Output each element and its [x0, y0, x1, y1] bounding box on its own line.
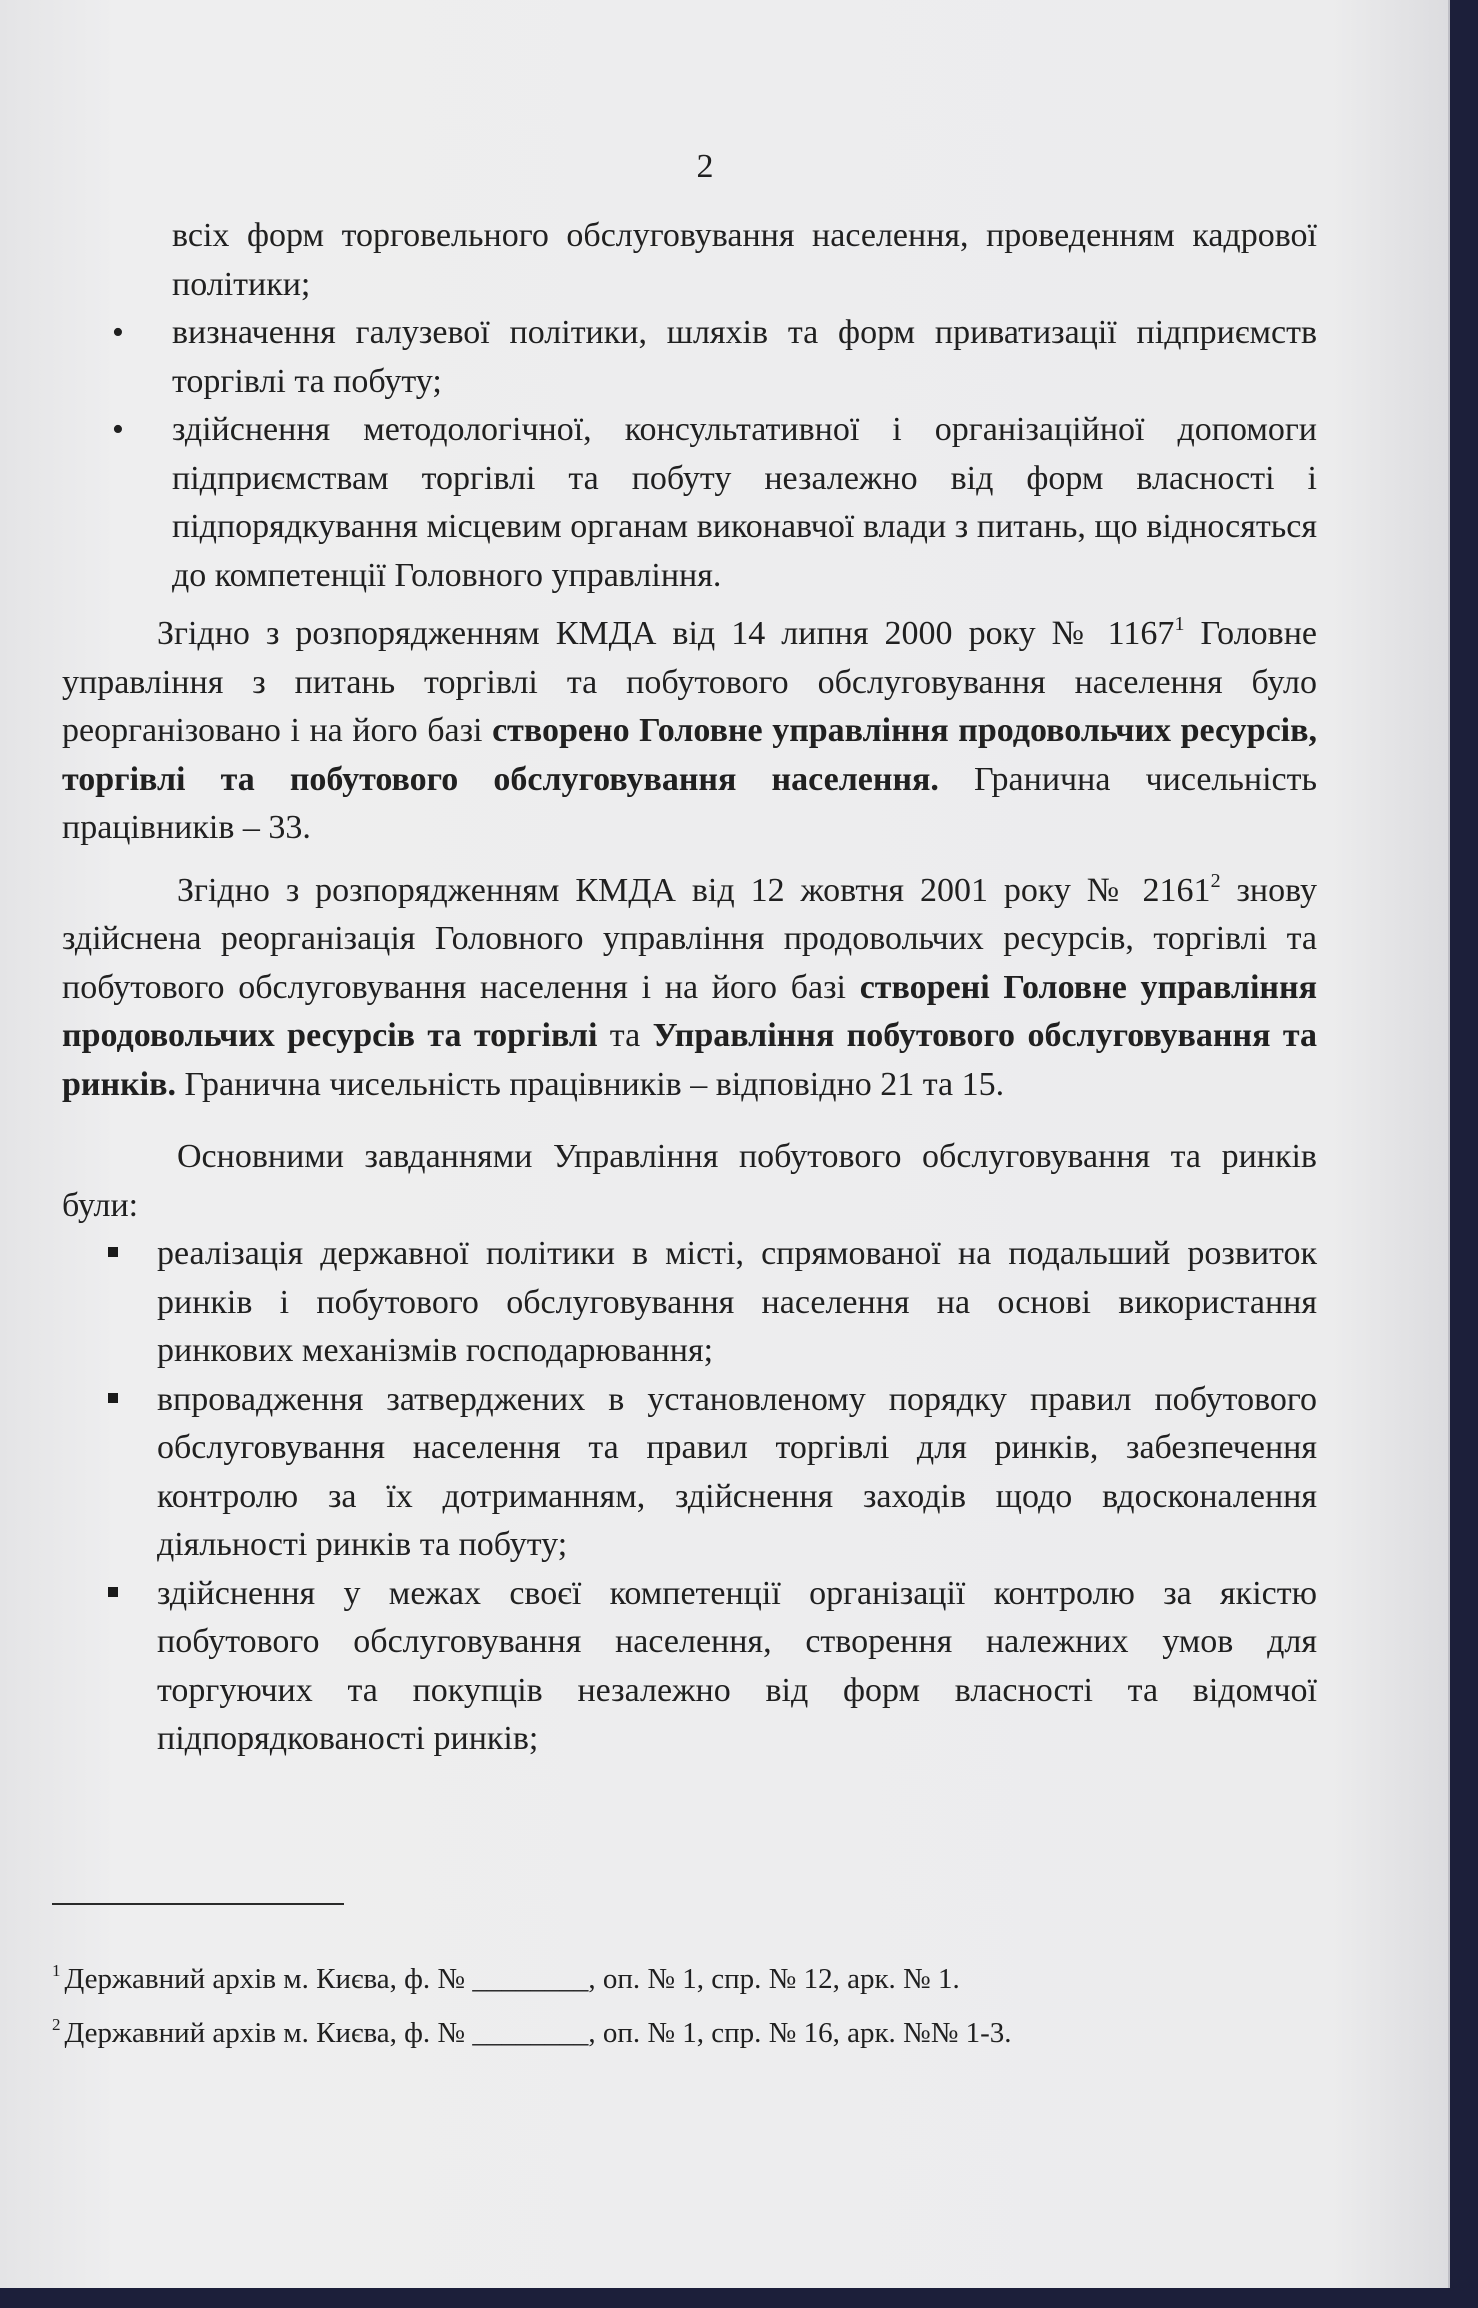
- page-number: 2: [696, 148, 714, 185]
- list-item-text: реалізація державної політики в місті, спрямованої на подальший розвиток ринків і побутового обслуговування населення на основі використання ринкових механізмів господарювання;: [157, 1235, 1317, 1369]
- list-item-text: здійснення у межах своєї компетенції організації контролю за якістю побутового обслуговування населення, створення належних умов для торгуючих та покупців незалежно від форм власності та відомчої підпорядкованості ринків;: [157, 1574, 1317, 1757]
- list-item-continuation: всіх форм торговельного обслуговування населення, проведенням кадрової політики;: [172, 217, 1317, 303]
- paragraph-text: Гранична чисельність працівників – відповідно 21 та 15.: [176, 1065, 1005, 1103]
- footnote-text: Державний архів м. Києва, ф. № ________, оп. № 1, спр. № 12, арк. № 1.: [64, 1963, 960, 1995]
- bullet-list-1: [62, 309, 1317, 600]
- bullet-icon: •: [112, 411, 124, 448]
- footnotes: [52, 1948, 1352, 2056]
- bullet-icon: •: [112, 314, 124, 351]
- bold-text: створено Головне управління продовольчих ресурсів, торгівлі та побутового обслуговування населення.: [62, 712, 1317, 798]
- list-item-text: впровадження затверджених в установленому порядку правил побутового обслуговування населення та правил торгівлі для ринків, забезпечення контролю за їх дотриманням, здійснення заходів щодо вдосконалення діяльності ринків та побуту;: [157, 1380, 1317, 1563]
- list-item: [62, 1230, 1317, 1376]
- square-bullet-icon: [108, 1247, 118, 1257]
- square-bullet-icon: [108, 1587, 118, 1597]
- bullet-list-2: [62, 1230, 1317, 1764]
- bold-text: створені Головне управління продовольчих ресурсів та торгівлі: [62, 968, 1317, 1054]
- list-item: [62, 1376, 1317, 1570]
- paragraph-2: [62, 857, 1317, 1110]
- footnote-ref: 2: [1210, 869, 1221, 892]
- paragraph-text: та: [597, 1017, 653, 1054]
- list-item-text: визначення галузевої політики, шляхів та форм приватизації підприємств торгівлі та побуту;: [172, 314, 1317, 400]
- paragraph-1: [62, 600, 1317, 853]
- paragraph-text: Головне управління з питань торгівлі та побутового обслуговування населення було реорганізовано і на його базі: [62, 615, 1318, 749]
- footnote: [52, 2002, 1352, 2056]
- paragraph-text: Згідно з розпорядженням КМДА від 12 жовтня 2001 року № 2161: [177, 871, 1211, 909]
- footnote-divider: [52, 1903, 344, 1905]
- footnote-ref: 1: [1174, 613, 1185, 635]
- footnote-number: 1: [52, 1961, 61, 1980]
- paragraph-text: знову здійснена реорганізація Головного управління продовольчих ресурсів, торгівлі та побутового обслуговування населення і на його базі: [62, 871, 1317, 1006]
- list-item: [62, 406, 1317, 600]
- footnote-text: Державний архів м. Києва, ф. № ________, оп. № 1, спр. № 16, арк. №№ 1-3.: [64, 2017, 1012, 2049]
- bold-text: Управління побутового обслуговування та ринків.: [62, 1017, 1318, 1103]
- square-bullet-icon: [108, 1393, 118, 1403]
- list-item: [62, 1570, 1317, 1764]
- list-item-text: здійснення методологічної, консультативної і організаційної допомоги підприємствам торгівлі та побуту незалежно від форм власності і підпорядкування місцевим органам виконавчої влади з питань, що відносяться до компетенції Головного управління.: [172, 411, 1317, 594]
- list-item: [62, 309, 1317, 406]
- paragraph-text: Гранична чисельність працівників – 33.: [62, 760, 1317, 846]
- paragraph-3: Основними завданнями Управління побутового обслуговування та ринків були:: [62, 1138, 1317, 1224]
- paragraph-text: Згідно з розпорядженням КМДА від 14 липня 2000 року № 1167: [157, 615, 1175, 652]
- document-body: [62, 212, 1317, 1764]
- footnote-number: 2: [52, 2015, 61, 2034]
- footnote: [52, 1948, 1352, 2002]
